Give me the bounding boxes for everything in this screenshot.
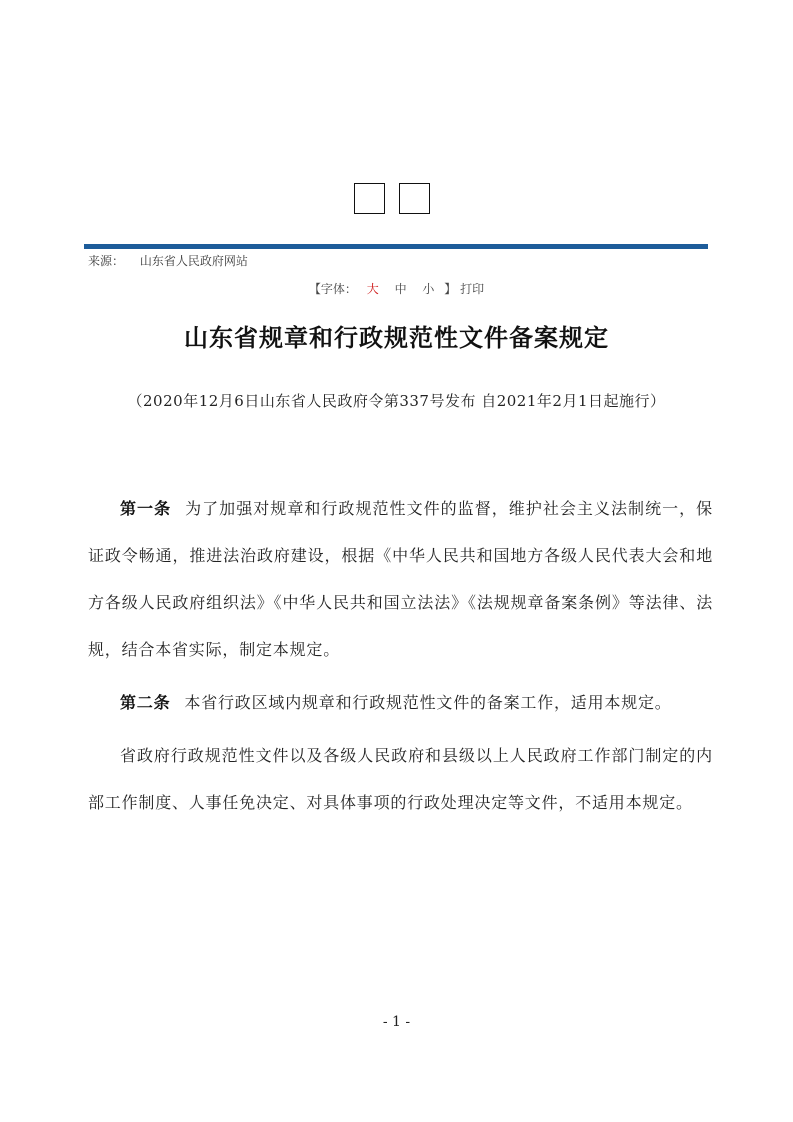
placeholder-box	[354, 183, 385, 214]
article-text: 为了加强对规章和行政规范性文件的监督，维护社会主义法制统一，保证政令畅通，推进法治政府建设，根据《中华人民共和国地方各级人民代表大会和地方各级人民政府组织法》《中华人民共和国立法法》《法规规章备案条例》等法律、法规，结合本省实际，制定本规定。	[88, 499, 713, 659]
font-size-large-button[interactable]: 大	[366, 282, 379, 296]
font-size-prefix: 【字体：	[308, 282, 357, 296]
header-placeholder-boxes	[354, 183, 430, 214]
document-body	[88, 485, 713, 826]
article-paragraph	[88, 485, 713, 673]
document-title: 山东省规章和行政规范性文件备案规定	[184, 323, 609, 352]
font-size-toolbar	[0, 280, 793, 297]
source-line	[88, 252, 248, 269]
article-number: 第二条	[120, 693, 171, 712]
article-paragraph	[88, 679, 713, 726]
body-paragraph	[88, 732, 713, 826]
article-number: 第一条	[120, 499, 172, 518]
print-link[interactable]: 打印	[460, 282, 485, 296]
source-label: 来源：	[88, 254, 125, 268]
paragraph-text: 省政府行政规范性文件以及各级人民政府和县级以上人民政府工作部门制定的内部工作制度、人事任免决定、对具体事项的行政处理决定等文件，不适用本规定。	[88, 746, 713, 812]
font-size-suffix: 】	[444, 282, 457, 296]
source-value: 山东省人民政府网站	[139, 254, 248, 268]
document-subtitle: （2020年12月6日山东省人民政府令第337号发布 自2021年2月1日起施行）	[127, 392, 666, 410]
font-size-medium-button[interactable]: 中	[394, 282, 407, 296]
placeholder-box	[399, 183, 430, 214]
page-number: - 1 -	[382, 1014, 411, 1030]
article-text: 本省行政区域内规章和行政规范性文件的备案工作，适用本规定。	[184, 693, 672, 712]
header-rule	[84, 244, 708, 249]
font-size-small-button[interactable]: 小	[422, 282, 435, 296]
